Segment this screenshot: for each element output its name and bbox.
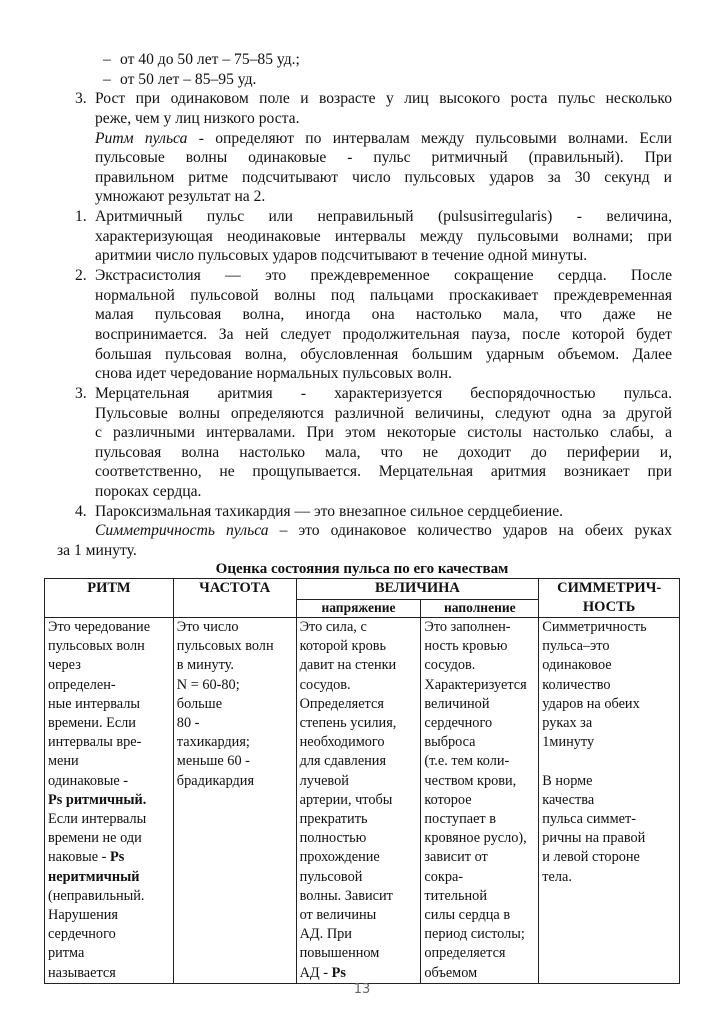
cell-line xyxy=(300,906,418,925)
text-run: ритма xyxy=(48,945,85,962)
cell-line xyxy=(542,829,676,848)
line-text xyxy=(95,129,672,149)
text-run: одинаковые - xyxy=(48,772,129,789)
line-text xyxy=(95,345,672,365)
text-line xyxy=(57,443,672,463)
cell-line xyxy=(177,772,293,791)
text-run: времени. Если xyxy=(48,715,136,732)
text-run: меньше 60 - xyxy=(176,753,250,770)
text-line xyxy=(57,70,672,90)
text-run: лучевой xyxy=(299,772,349,789)
text-run: полностью xyxy=(299,830,367,847)
cell-line xyxy=(48,772,170,791)
text-line xyxy=(57,129,672,149)
text-run: Характеризуется xyxy=(424,676,527,693)
line-text xyxy=(95,482,672,502)
text-run: Симметричность xyxy=(542,619,647,635)
line-text xyxy=(95,502,672,522)
text-run: Мерцательная аритмия - характеризуется беспорядочностью пульса. xyxy=(95,384,672,402)
header-frequency: ЧАСТОТА xyxy=(173,579,296,618)
line-text xyxy=(95,168,672,188)
text-run: необходимого xyxy=(299,734,385,751)
text-run: качества xyxy=(542,791,595,808)
cell-line xyxy=(300,695,418,714)
text-run: выброса xyxy=(424,734,476,751)
line-text xyxy=(95,305,672,325)
text-run: АД. При xyxy=(299,926,352,943)
text-run: соответственно, не прощупывается. Мерцательная аритмия возникает при xyxy=(95,463,672,481)
cell-line xyxy=(300,868,418,887)
text-run: ность кровью xyxy=(424,638,508,655)
cell-line xyxy=(48,752,170,771)
text-line xyxy=(57,109,672,129)
cell-line xyxy=(542,656,676,675)
cell-line xyxy=(424,848,535,867)
text-run: период систолы; xyxy=(424,926,525,943)
cell-line xyxy=(424,695,535,714)
cell-line xyxy=(48,618,170,637)
cell-line xyxy=(542,637,676,656)
cell-line xyxy=(542,676,676,695)
cell-line xyxy=(177,733,293,752)
list-marker: 4. xyxy=(75,502,87,520)
text-line xyxy=(57,364,672,384)
cell-line xyxy=(48,829,170,848)
cell-line xyxy=(48,925,170,944)
line-text xyxy=(95,207,672,227)
cell-frequency xyxy=(173,618,296,984)
line-text xyxy=(95,187,672,207)
cell-line xyxy=(424,887,535,906)
cell-line xyxy=(424,868,535,887)
cell-line xyxy=(48,733,170,752)
text-run: кровяное русло), xyxy=(424,830,527,847)
cell-line xyxy=(300,733,418,752)
cell-line xyxy=(300,656,418,675)
text-run: (т.е. тем коли- xyxy=(424,753,510,770)
text-run: умножают результат на 2. xyxy=(95,188,266,206)
text-run: наковые - xyxy=(48,849,110,866)
line-text xyxy=(57,541,672,561)
line-text xyxy=(95,404,672,424)
text-run: пульса–это xyxy=(542,638,610,655)
text-run: Это сила, с xyxy=(299,619,367,635)
text-run: Если интервалы xyxy=(48,811,147,828)
text-run: количество xyxy=(542,676,611,693)
text-run: ударов на обеих xyxy=(542,695,640,712)
cell-line xyxy=(300,925,418,944)
text-run: - определяют по интервалам между пульсовыми волнами. Если xyxy=(187,129,672,147)
text-run: Это число xyxy=(176,619,239,635)
cell-line xyxy=(424,906,535,925)
text-run: поступает в xyxy=(424,811,496,828)
bold-text: неритмичный xyxy=(48,868,140,885)
text-run: сокра- xyxy=(424,868,464,885)
text-line xyxy=(57,50,672,70)
line-text xyxy=(95,325,672,345)
line-text xyxy=(95,521,672,541)
cell-line xyxy=(48,676,170,695)
text-run: за 1 минуту. xyxy=(57,542,137,560)
text-run: волны. Зависит xyxy=(299,887,393,904)
cell-line xyxy=(300,791,418,810)
cell-line xyxy=(542,772,676,791)
text-run: времени не оди xyxy=(48,830,142,847)
cell-line xyxy=(177,637,293,656)
text-run: Пульсовые волны определяются различной величины, следуют одна за другой xyxy=(95,404,672,422)
cell-line xyxy=(300,637,418,656)
cell-line xyxy=(424,637,535,656)
cell-line xyxy=(424,944,535,963)
bold-text: Ps xyxy=(331,964,346,981)
text-run: и левой стороне xyxy=(542,849,640,866)
bold-text: Ps xyxy=(109,849,125,866)
cell-line xyxy=(177,676,293,695)
text-run: сосудов. xyxy=(299,676,351,693)
text-line xyxy=(57,404,672,424)
text-run: руках за xyxy=(542,715,593,732)
text-run: для сдавления xyxy=(299,753,387,770)
cell-line xyxy=(300,676,418,695)
text-run: 1минуту xyxy=(542,734,595,751)
cell-line xyxy=(177,656,293,675)
text-line xyxy=(57,148,672,168)
text-run: прохождение xyxy=(299,849,380,866)
text-run: Нарушения xyxy=(48,907,119,924)
line-text xyxy=(120,50,672,70)
line-text xyxy=(95,423,672,443)
cell-tension xyxy=(296,618,421,984)
text-line xyxy=(57,207,672,227)
cell-line xyxy=(424,964,535,983)
text-run: называется xyxy=(48,964,116,981)
list-marker: 3. xyxy=(75,90,87,108)
text-run: Это заполнен- xyxy=(424,619,511,635)
list-marker: – xyxy=(103,70,111,88)
cell-line xyxy=(48,887,170,906)
italic-term: Ритм пульса xyxy=(95,129,188,147)
text-line xyxy=(57,462,672,482)
body-text xyxy=(57,50,672,561)
text-run: давит на стенки xyxy=(299,657,397,674)
line-text xyxy=(95,89,672,109)
text-line xyxy=(57,266,672,286)
text-run: N = 60-80; xyxy=(176,676,240,693)
text-run: тительной xyxy=(424,887,487,904)
cell-line xyxy=(542,868,676,887)
line-text xyxy=(95,286,672,306)
text-line xyxy=(57,89,672,109)
text-run: интервалы вре- xyxy=(48,734,142,751)
cell-line xyxy=(424,810,535,829)
text-run: пороках сердца. xyxy=(95,483,202,501)
cell-line xyxy=(424,829,535,848)
cell-line xyxy=(48,964,170,983)
text-run: силы сердца в xyxy=(424,907,511,924)
cell-line xyxy=(177,618,293,637)
text-run: воспринимается. За ней следует продолжительная пауза, после которой будет xyxy=(95,325,672,343)
text-run: малая пульсовая волна, иногда она настолько мала, что даже не xyxy=(95,306,672,324)
list-marker: 1. xyxy=(75,208,87,226)
cell-line xyxy=(48,695,170,714)
text-run: аритмии число пульсовых ударов подсчитывают в течение одной минуты. xyxy=(95,247,588,265)
text-run: пульсовые волны одинаковые - пульс ритмичный (правильный). При xyxy=(95,149,672,167)
text-line xyxy=(57,246,672,266)
cell-line xyxy=(300,944,418,963)
cell-line xyxy=(177,714,293,733)
cell-line xyxy=(300,752,418,771)
cell-line xyxy=(542,752,676,771)
cell-line xyxy=(177,695,293,714)
bold-text: Ps ритмичный. xyxy=(48,791,147,808)
text-line xyxy=(57,502,672,522)
line-text xyxy=(95,109,672,129)
text-line xyxy=(57,305,672,325)
cell-line xyxy=(542,848,676,867)
cell-line xyxy=(424,714,535,733)
text-run: которое xyxy=(424,791,472,808)
table-row xyxy=(45,618,680,984)
line-text xyxy=(95,266,672,286)
text-run: степень усилия, xyxy=(299,715,397,732)
cell-line xyxy=(542,810,676,829)
text-run: от 40 до 50 лет – 75–85 уд.; xyxy=(120,51,300,68)
cell-line xyxy=(300,848,418,867)
cell-line xyxy=(542,695,676,714)
text-run: Экстрасистолия — это преждевременное сокращение сердца. После xyxy=(95,267,672,285)
text-run: определяется xyxy=(424,945,506,962)
header-symmetry: СИММЕТРИЧ-НОСТЬ xyxy=(539,579,680,618)
text-run: мени xyxy=(48,753,79,770)
text-run: повышенном xyxy=(299,945,380,962)
text-line xyxy=(57,227,672,247)
table-caption: Оценка состояния пульса по его качествам xyxy=(215,561,509,577)
text-run: ричны на правой xyxy=(542,830,646,847)
text-run: – это одинаковое количество ударов на обеих руках xyxy=(268,522,672,540)
text-run: объемом xyxy=(424,964,478,981)
text-run: одинаковое xyxy=(542,657,612,674)
cell-line xyxy=(424,656,535,675)
cell-rhythm xyxy=(45,618,174,984)
cell-line xyxy=(48,714,170,733)
line-text xyxy=(95,364,672,384)
cell-line xyxy=(300,810,418,829)
text-line xyxy=(57,423,672,443)
text-run: больше xyxy=(176,695,223,712)
text-run: сосудов. xyxy=(424,657,476,674)
cell-line xyxy=(424,733,535,752)
cell-line xyxy=(300,829,418,848)
cell-line xyxy=(48,637,170,656)
text-run: сердечного xyxy=(424,715,493,732)
text-line xyxy=(57,482,672,502)
cell-line xyxy=(177,752,293,771)
text-run: пульсовой xyxy=(299,868,363,885)
text-run: сердечного xyxy=(48,926,116,943)
text-line xyxy=(57,345,672,365)
text-run: реже, чем у лиц низкого роста. xyxy=(95,109,300,127)
text-line xyxy=(57,521,672,541)
text-run: от величины xyxy=(299,907,377,924)
text-run: брадикардия xyxy=(176,772,255,789)
cell-line xyxy=(300,618,418,637)
cell-line xyxy=(48,656,170,675)
header-magnitude: ВЕЛИЧИНА xyxy=(296,579,539,600)
cell-line xyxy=(300,714,418,733)
cell-line xyxy=(424,772,535,791)
text-run: ные интервалы xyxy=(48,695,140,712)
text-run: Рост при одинаковом поле и возрасте у лиц высокого роста пульс несколько xyxy=(95,90,672,108)
cell-line xyxy=(48,944,170,963)
text-run: тахикардия; xyxy=(176,734,250,751)
text-line xyxy=(57,187,672,207)
cell-line xyxy=(542,791,676,810)
list-marker: – xyxy=(103,51,111,68)
line-text xyxy=(95,462,672,482)
line-text xyxy=(120,70,672,90)
text-run: Пароксизмальная тахикардия — это внезапное сильное сердцебиение. xyxy=(95,502,564,520)
text-run: пульсовая волна настолько мала, что не доходит до периферии и, xyxy=(95,443,672,461)
cell-line xyxy=(424,925,535,944)
text-run: Определяется xyxy=(299,695,384,712)
text-run: величиной xyxy=(424,695,490,712)
text-run: Это чередование xyxy=(48,619,151,635)
text-line xyxy=(57,286,672,306)
text-run: (неправильный. xyxy=(48,887,145,904)
cell-line xyxy=(48,791,170,810)
text-line xyxy=(57,384,672,404)
text-run: 80 - xyxy=(176,715,200,732)
cell-line xyxy=(48,848,170,867)
text-run: нормальной пульсовой волны под пальцами проскакивает преждевременная xyxy=(95,286,672,304)
header-tension: напряжение xyxy=(296,600,421,618)
header-rhythm: РИТМ xyxy=(45,579,174,618)
cell-line xyxy=(424,752,535,771)
text-run: пульсовых волн xyxy=(176,638,274,655)
line-text xyxy=(95,443,672,463)
line-text xyxy=(95,384,672,404)
text-run: с различными интервалами. При этом некоторые систолы настолько слабы, а xyxy=(95,424,672,442)
text-run: определен- xyxy=(48,676,116,693)
text-run: которой кровь xyxy=(299,638,387,655)
cell-line xyxy=(424,618,535,637)
text-run: Аритмичный пульс или неправильный (pulsusirregularis) - величина, xyxy=(95,208,672,226)
text-run: через xyxy=(48,657,81,674)
cell-line xyxy=(300,772,418,791)
list-marker: 2. xyxy=(75,267,87,285)
text-run: артерии, чтобы xyxy=(299,791,393,808)
text-run: тела. xyxy=(542,868,572,885)
text-run: пульса симмет- xyxy=(542,811,636,828)
text-line xyxy=(57,325,672,345)
text-line xyxy=(57,541,672,561)
text-run: большая пульсовая волна, обусловленная большим ударным объемом. Далее xyxy=(95,345,672,363)
cell-line xyxy=(48,868,170,887)
text-run: характеризующая неодинаковые интервалы между пульсовыми волнами; при xyxy=(95,227,672,245)
cell-symmetry xyxy=(539,618,680,984)
pulse-quality-table xyxy=(44,578,680,984)
cell-filling xyxy=(421,618,539,984)
header-filling: наполнение xyxy=(421,600,539,618)
text-run: от 50 лет – 85–95 уд. xyxy=(120,70,257,88)
cell-line xyxy=(48,810,170,829)
text-run: АД - xyxy=(299,964,332,981)
text-line xyxy=(57,168,672,188)
cell-line xyxy=(542,733,676,752)
cell-line xyxy=(542,714,676,733)
cell-line xyxy=(542,618,676,637)
cell-line xyxy=(48,906,170,925)
text-run: В норме xyxy=(542,772,593,789)
line-text xyxy=(95,148,672,168)
cell-line xyxy=(424,676,535,695)
line-text xyxy=(95,227,672,247)
text-run: зависит от xyxy=(424,849,488,866)
cell-line xyxy=(300,964,418,983)
cell-line xyxy=(300,887,418,906)
text-run: в минуту. xyxy=(176,657,234,674)
text-run: снова идет чередование нормальных пульсовых волн. xyxy=(95,365,452,383)
text-run: пульсовых волн xyxy=(48,638,145,655)
cell-line xyxy=(424,791,535,810)
text-run: правильном ритме подсчитывают число пульсовых ударов за 30 секунд и xyxy=(95,168,672,186)
text-run: чеством крови, xyxy=(424,772,517,789)
italic-term: Симметричность пульса xyxy=(95,522,269,540)
text-run: прекратить xyxy=(299,811,368,828)
line-text xyxy=(95,246,672,266)
list-marker: 3. xyxy=(75,384,87,402)
page-number: 13 xyxy=(353,982,371,997)
